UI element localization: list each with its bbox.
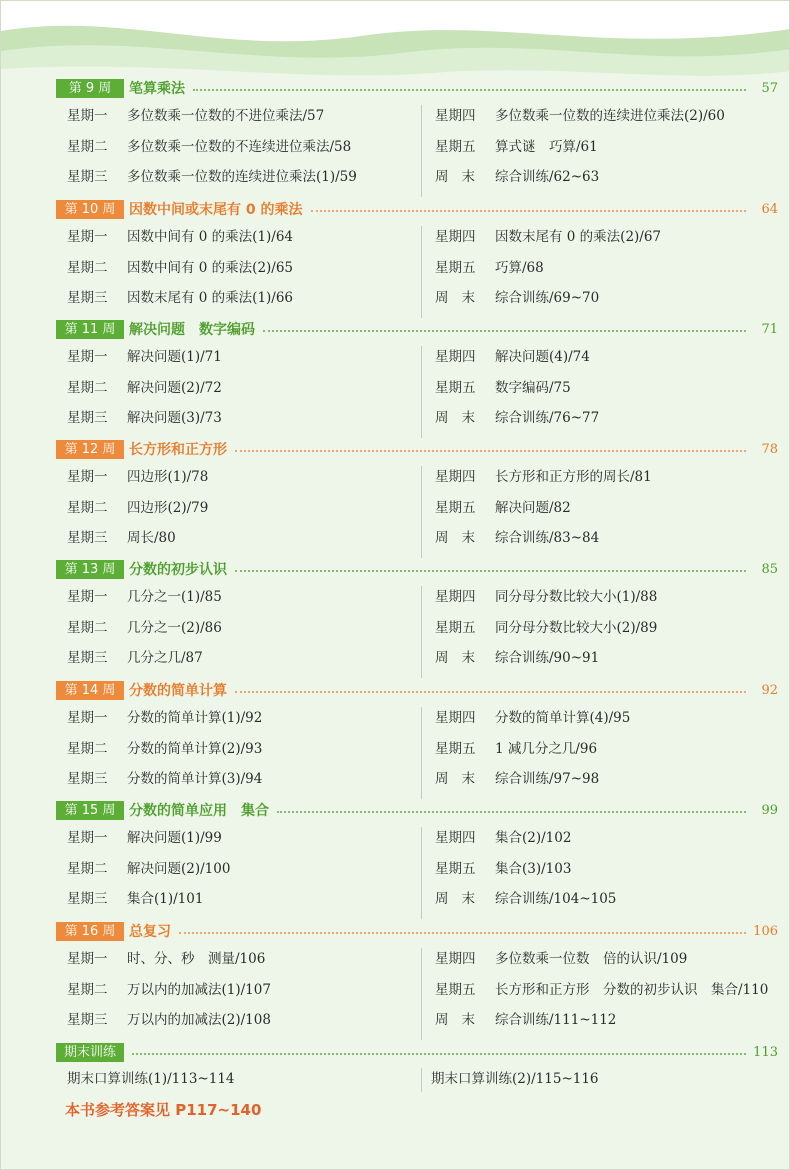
day-label: 周末	[435, 290, 488, 306]
day-label: 星期一	[67, 951, 108, 967]
entry-title: 解决问题/82	[495, 499, 571, 516]
toc-entry[interactable]	[435, 377, 571, 399]
toc-entry[interactable]	[67, 527, 176, 549]
toc-entry[interactable]	[435, 707, 630, 729]
entry-title: 几分之一(1)/85	[127, 589, 222, 605]
day-label: 星期三	[67, 530, 108, 546]
section-page-number: 57	[761, 81, 778, 96]
section-title: 分数的初步认识	[129, 562, 227, 578]
leader-dots	[179, 932, 746, 934]
section-header	[56, 439, 776, 461]
day-label: 星期二	[67, 860, 108, 877]
section-header	[56, 319, 776, 341]
section-page-number: 71	[761, 322, 778, 337]
day-label: 星期三	[67, 771, 108, 787]
toc-entry[interactable]	[67, 647, 203, 669]
toc-entry[interactable]	[435, 647, 599, 669]
toc-entry[interactable]	[435, 527, 599, 549]
section-page-number: 64	[761, 202, 778, 217]
day-label: 星期三	[67, 891, 108, 907]
toc-entry[interactable]	[435, 888, 616, 910]
leader-dots	[235, 691, 746, 693]
leader-dots	[311, 210, 747, 212]
entry-title: 分数的简单计算(4)/95	[495, 710, 631, 726]
day-label: 星期四	[435, 108, 476, 124]
section-title: 分数的简单应用 集合	[129, 803, 269, 819]
day-label: 星期五	[435, 259, 476, 276]
leader-dots	[277, 811, 746, 813]
entry-title: 集合(2)/102	[495, 830, 572, 846]
toc-entry[interactable]	[435, 586, 657, 608]
toc-entry[interactable]	[67, 407, 222, 429]
day-label: 星期二	[67, 138, 108, 155]
day-label: 星期四	[435, 589, 476, 605]
toc-entry[interactable]	[67, 257, 293, 279]
day-label: 周末	[435, 891, 488, 907]
day-label: 星期四	[435, 951, 476, 967]
toc-entry[interactable]: 期末口算训练(1)/113~114	[67, 1071, 235, 1087]
section-header	[56, 78, 776, 100]
entry-title: 解决问题(1)/71	[127, 349, 222, 365]
section-page-number: 99	[761, 803, 778, 818]
entry-title: 周长/80	[127, 530, 176, 546]
toc-entry[interactable]	[67, 105, 324, 127]
section-header	[56, 559, 776, 581]
week-badge: 第 15 周	[56, 801, 124, 820]
section-page-number: 92	[761, 683, 778, 698]
leader-dots	[263, 330, 746, 332]
entry-title: 多位数乘一位数的不连续进位乘法/58	[127, 138, 352, 155]
toc-entry[interactable]	[67, 617, 222, 639]
toc-entry[interactable]	[67, 497, 208, 519]
toc-entry[interactable]	[67, 888, 203, 910]
toc-entry[interactable]	[67, 738, 262, 760]
entry-title: 解决问题(4)/74	[495, 349, 590, 365]
toc-entry[interactable]	[67, 586, 222, 608]
day-label: 星期四	[435, 229, 476, 245]
day-label: 星期一	[67, 469, 108, 485]
day-label: 星期五	[435, 619, 476, 636]
day-label: 星期四	[435, 830, 476, 846]
day-label: 星期五	[435, 860, 476, 877]
entry-title: 分数的简单计算(1)/92	[127, 710, 263, 726]
leader-dots	[235, 450, 746, 452]
toc-entry[interactable]	[435, 257, 544, 279]
entry-title: 多位数乘一位数的连续进位乘法(1)/59	[127, 169, 357, 185]
toc-entry[interactable]	[67, 858, 230, 880]
week-badge: 第 13 周	[56, 560, 124, 579]
toc-entry[interactable]	[67, 377, 222, 399]
day-label: 星期五	[435, 379, 476, 396]
toc-entry[interactable]	[435, 287, 599, 309]
entry-title: 万以内的加减法(1)/107	[127, 981, 271, 998]
column-divider	[421, 707, 422, 799]
section-header	[56, 199, 776, 221]
toc-entry[interactable]	[435, 497, 571, 519]
day-label: 星期二	[67, 379, 108, 396]
section-header	[56, 680, 776, 702]
day-label: 周末	[435, 410, 488, 426]
entry-title: 算式谜 巧算/61	[495, 138, 598, 155]
toc-entry[interactable]	[67, 948, 265, 970]
entry-title: 综合训练/83~84	[495, 530, 600, 546]
toc-entry[interactable]	[435, 827, 571, 849]
entry-title: 综合训练/97~98	[495, 771, 600, 787]
toc-entry[interactable]	[67, 1009, 271, 1031]
entry-title: 综合训练/104~105	[495, 891, 617, 907]
entry-title: 因数末尾有 0 的乘法(1)/66	[127, 290, 294, 306]
column-divider	[421, 466, 422, 558]
toc-entry[interactable]	[67, 136, 351, 158]
entry-title: 时、分、秒 测量/106	[127, 951, 266, 967]
toc-entry[interactable]	[435, 466, 652, 488]
entry-title: 四边形(1)/78	[127, 469, 209, 485]
final-badge: 期末训练	[56, 1043, 124, 1062]
column-divider	[421, 586, 422, 678]
section-title: 解决问题 数字编码	[129, 322, 255, 338]
entry-title: 解决问题(3)/73	[127, 410, 222, 426]
column-divider	[421, 346, 422, 438]
toc-entry[interactable]	[435, 166, 599, 188]
section-page-number: 78	[761, 442, 778, 457]
toc-entry[interactable]	[67, 226, 293, 248]
entry-title: 解决问题(2)/100	[127, 860, 231, 877]
day-label: 星期一	[67, 108, 108, 124]
toc-entry[interactable]	[67, 979, 271, 1001]
week-badge: 第 16 周	[56, 922, 124, 941]
answer-key-note: 本书参考答案见 P117~140	[65, 1101, 262, 1119]
week-badge: 第 12 周	[56, 440, 124, 459]
entry-title: 巧算/68	[495, 259, 544, 276]
entry-title: 多位数乘一位数的不进位乘法/57	[127, 108, 325, 124]
day-label: 星期五	[435, 740, 476, 757]
section-page-number: 113	[753, 1045, 778, 1060]
section-title: 分数的简单计算	[129, 683, 227, 699]
day-label: 星期一	[67, 710, 108, 726]
entry-title: 万以内的加减法(2)/108	[127, 1012, 271, 1028]
day-label: 星期四	[435, 469, 476, 485]
day-label: 星期四	[435, 349, 476, 365]
day-label: 星期五	[435, 981, 476, 998]
section-header	[56, 1042, 776, 1064]
column-divider	[421, 226, 422, 318]
leader-dots	[235, 570, 746, 572]
toc-entry[interactable]	[435, 858, 571, 880]
section-header	[56, 800, 776, 822]
entry-title: 同分母分数比较大小(1)/88	[495, 589, 658, 605]
section-title: 长方形和正方形	[129, 442, 227, 458]
day-label: 星期一	[67, 589, 108, 605]
week-badge: 第 11 周	[56, 320, 124, 339]
entry-title: 分数的简单计算(2)/93	[127, 740, 263, 757]
day-label: 星期三	[67, 650, 108, 666]
toc-entry[interactable]	[435, 617, 657, 639]
day-label: 星期三	[67, 1012, 108, 1028]
leader-dots	[132, 1053, 746, 1055]
entry-title: 分数的简单计算(3)/94	[127, 771, 263, 787]
day-label: 周末	[435, 650, 488, 666]
day-label: 星期二	[67, 499, 108, 516]
day-label: 星期三	[67, 169, 108, 185]
day-label: 周末	[435, 1012, 488, 1028]
entry-title: 因数中间有 0 的乘法(2)/65	[127, 259, 294, 276]
entry-title: 集合(3)/103	[495, 860, 572, 877]
toc-entry[interactable]	[67, 827, 222, 849]
column-divider	[421, 105, 422, 197]
toc-entry[interactable]	[67, 707, 262, 729]
section-title: 因数中间或末尾有 0 的乘法	[129, 202, 303, 218]
entry-title: 解决问题(1)/99	[127, 830, 222, 846]
toc-entry[interactable]	[67, 166, 357, 188]
entry-title: 因数中间有 0 的乘法(1)/64	[127, 229, 294, 245]
entry-title: 四边形(2)/79	[127, 499, 209, 516]
toc-entry[interactable]	[67, 466, 208, 488]
day-label: 星期二	[67, 740, 108, 757]
entry-title: 集合(1)/101	[127, 891, 204, 907]
day-label: 周末	[435, 169, 488, 185]
entry-title: 长方形和正方形的周长/81	[495, 469, 652, 485]
toc-entry[interactable]	[435, 768, 599, 790]
entry-title: 综合训练/62~63	[495, 169, 600, 185]
toc-entry[interactable]	[67, 346, 222, 368]
column-divider	[421, 827, 422, 919]
day-label: 星期三	[67, 410, 108, 426]
day-label: 星期一	[67, 229, 108, 245]
week-badge: 第 10 周	[56, 200, 124, 219]
section-page-number: 106	[753, 924, 778, 939]
toc-entry[interactable]	[435, 979, 768, 1001]
toc-entry[interactable]: 期末口算训练(2)/115~116	[431, 1071, 599, 1087]
day-label: 星期一	[67, 830, 108, 846]
entry-title: 几分之一(2)/86	[127, 619, 222, 636]
day-label: 星期二	[67, 619, 108, 636]
entry-title: 几分之几/87	[127, 650, 203, 666]
section-title: 总复习	[129, 924, 171, 940]
entry-title: 多位数乘一位数 倍的认识/109	[495, 951, 688, 967]
toc-entry[interactable]	[435, 226, 661, 248]
entry-title: 综合训练/111~112	[495, 1012, 617, 1028]
day-label: 星期四	[435, 710, 476, 726]
toc-entry[interactable]	[435, 346, 590, 368]
day-label: 星期五	[435, 499, 476, 516]
leader-dots	[193, 89, 746, 91]
entry-title: 数字编码/75	[495, 379, 571, 396]
entry-title: 综合训练/76~77	[495, 410, 600, 426]
day-label: 星期一	[67, 349, 108, 365]
day-label: 周末	[435, 771, 488, 787]
day-label: 星期二	[67, 981, 108, 998]
column-divider	[421, 948, 422, 1040]
entry-title: 因数末尾有 0 的乘法(2)/67	[495, 229, 662, 245]
column-divider	[421, 1068, 422, 1092]
section-title: 笔算乘法	[129, 81, 185, 97]
entry-title: 综合训练/90~91	[495, 650, 600, 666]
entry-title: 综合训练/69~70	[495, 290, 600, 306]
section-page-number: 85	[761, 562, 778, 577]
entry-title: 同分母分数比较大小(2)/89	[495, 619, 658, 636]
toc-entry[interactable]	[67, 768, 262, 790]
day-label: 星期二	[67, 259, 108, 276]
toc-entry[interactable]	[435, 407, 599, 429]
toc-entry[interactable]	[435, 136, 598, 158]
week-badge: 第 9 周	[56, 79, 124, 98]
toc-entry[interactable]	[435, 948, 687, 970]
day-label: 周末	[435, 530, 488, 546]
toc-entry[interactable]	[435, 105, 725, 127]
entry-title: 多位数乘一位数的连续进位乘法(2)/60	[495, 108, 725, 124]
toc-entry[interactable]	[435, 738, 597, 760]
week-badge: 第 14 周	[56, 681, 124, 700]
entry-title: 长方形和正方形 分数的初步认识 集合/110	[495, 981, 769, 998]
toc-entry[interactable]	[67, 287, 293, 309]
entry-title: 1 减几分之几/96	[495, 740, 598, 757]
section-header	[56, 921, 776, 943]
toc-entry[interactable]	[435, 1009, 616, 1031]
day-label: 星期三	[67, 290, 108, 306]
entry-title: 解决问题(2)/72	[127, 379, 222, 396]
day-label: 星期五	[435, 138, 476, 155]
